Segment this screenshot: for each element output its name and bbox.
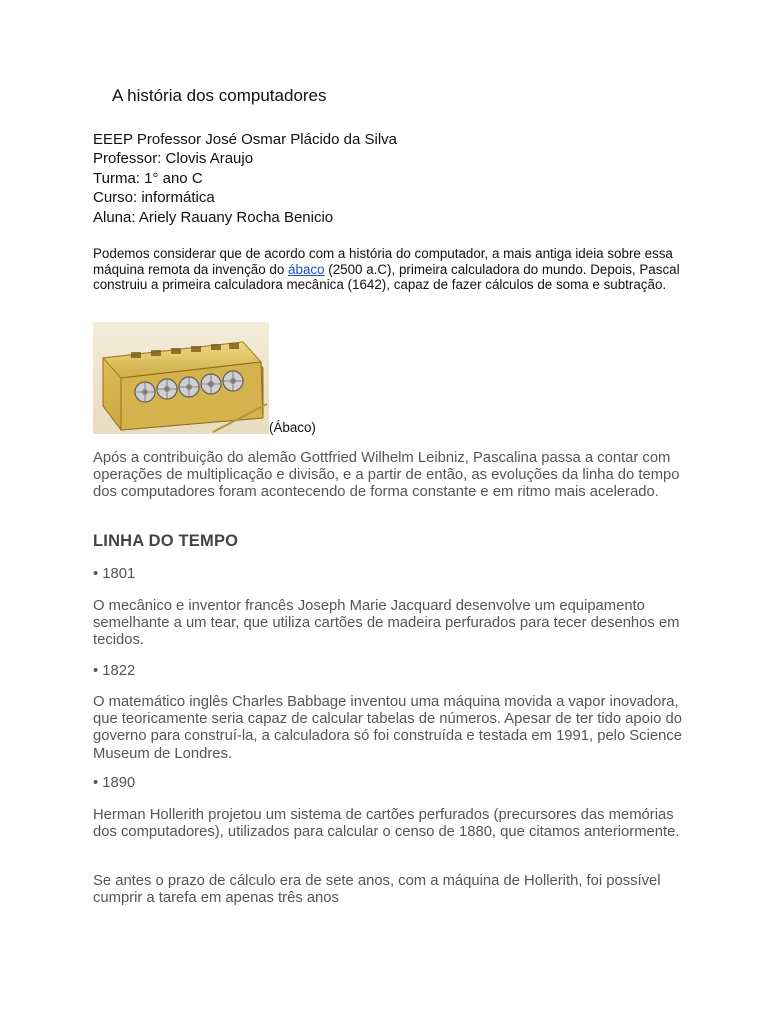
course-line: Curso: informática <box>93 189 215 207</box>
intro-text-after-link: (2500 a.C), primeira calculadora do mundo. Depois, Pascal construiu a primeira calculadora mecânica (1642), capaz de fazer cálculos de soma e subtração. <box>93 261 680 293</box>
school-line: EEEP Professor José Osmar Plácido da Silva <box>93 131 398 148</box>
timeline-text-1890: Herman Hollerith projetou um sistema de cartões perfurados (precursores das memórias dos computadores), utilizados para calcular o censo de 1880, que citamos anteriormente. <box>93 807 680 841</box>
leibniz-paragraph: Após a contribuição do alemão Gottfried Wilhelm Leibniz, Pascalina passa a contar com operações de multiplicação e divisão, e a partir de então, as evoluções da linha do tempo dos computadores foram acontecendo de forma constante e em ritmo mais acelerado. <box>93 450 680 501</box>
document-title: A história dos computadores <box>112 86 327 105</box>
timeline-year-1822: • 1822 <box>93 663 136 679</box>
closing-paragraph: Se antes o prazo de cálculo era de sete anos, com a máquina de Hollerith, foi possível cumprir a tarefa em apenas três anos <box>93 873 661 907</box>
class-line: Turma: 1° ano C <box>93 169 203 187</box>
timeline-text-1801: O mecânico e inventor francês Joseph Marie Jacquard desenvolve um equipamento semelhante a um tear, que utiliza cartões de madeira perfurados para tecer desenhos em tecidos. <box>93 598 680 649</box>
student-line: Aluna: Ariely Rauany Rocha Benicio <box>93 208 334 226</box>
timeline-text-1822: O matemático inglês Charles Babbage inventou uma máquina movida a vapor inovadora, que teoricamente seria capaz de calcular tabelas de números. Apesar de ter tido apoio do governo para construí-la, a calculadora só foi construída e testada em 1991, pelo Science Museum de Londres. <box>93 694 682 762</box>
timeline-year-1890: • 1890 <box>93 775 136 791</box>
intro-text-before-link: Podemos considerar que de acordo com a história do computador, a mais antiga ideia sobre essa máquina remota da invenção do <box>93 246 673 277</box>
timeline-heading: LINHA DO TEMPO <box>93 532 239 550</box>
intro-paragraph <box>93 246 693 293</box>
figure-caption: (Ábaco) <box>269 420 316 435</box>
pascaline-image <box>93 322 269 434</box>
abaco-link[interactable]: ábaco <box>288 261 325 277</box>
teacher-line: Professor: Clovis Araujo <box>93 150 254 168</box>
student-info <box>93 130 397 227</box>
timeline-year-1801: • 1801 <box>93 566 136 582</box>
